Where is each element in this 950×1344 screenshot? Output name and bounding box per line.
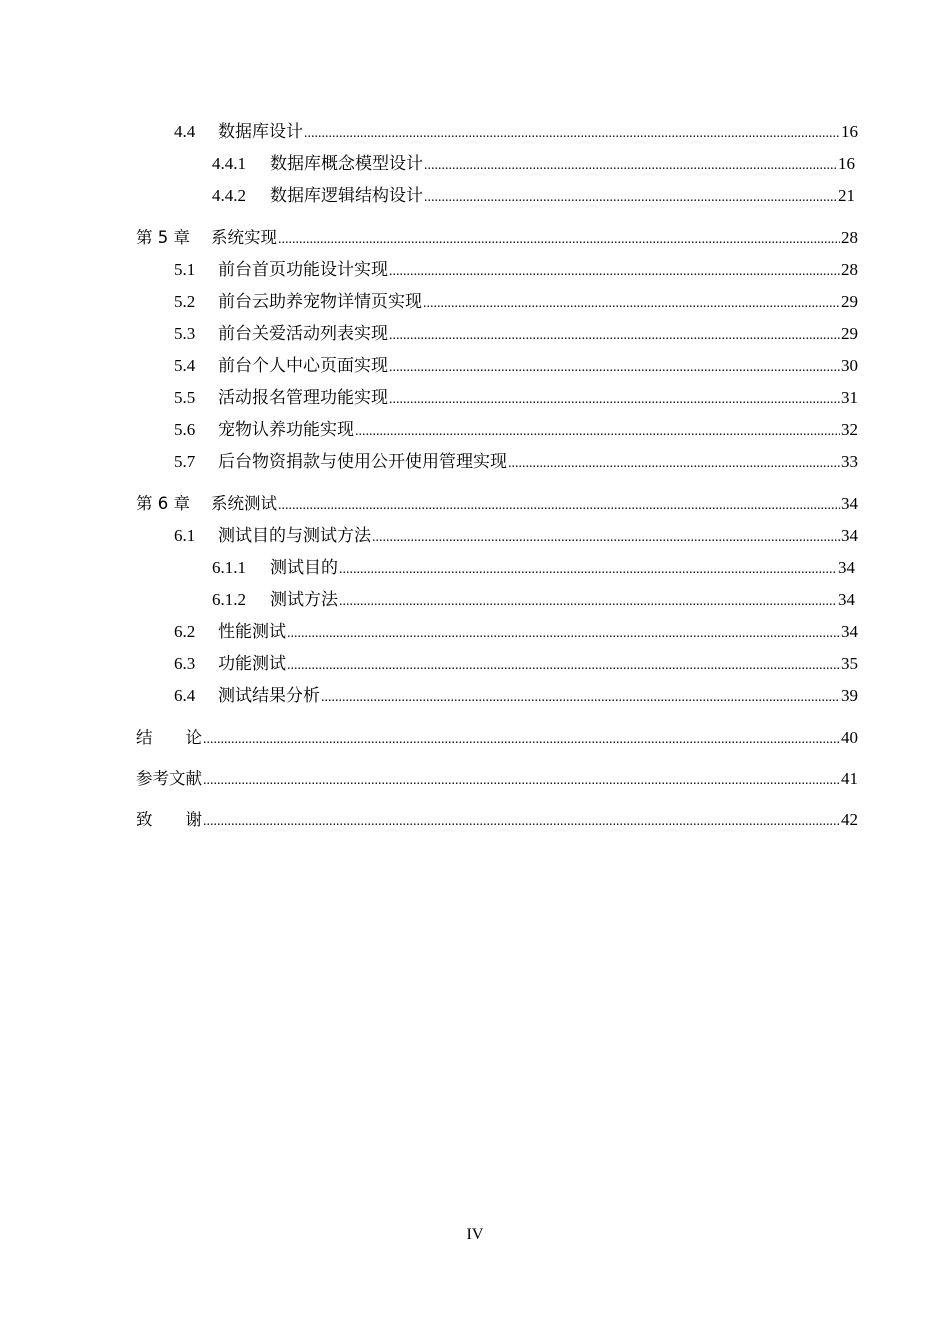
toc-entry-page: 33 xyxy=(841,452,858,471)
toc-entry-title: 测试目的 xyxy=(270,558,338,577)
dot-leader xyxy=(372,522,840,554)
toc-entry[interactable] xyxy=(136,254,858,286)
dot-leader xyxy=(304,118,840,150)
dot-leader xyxy=(278,490,840,522)
toc-entry-page: 34 xyxy=(838,558,855,577)
toc-entry-page: 29 xyxy=(841,324,858,343)
dot-leader xyxy=(389,320,840,352)
toc-entry-number: 5.5 xyxy=(174,388,196,407)
toc-entry[interactable] xyxy=(136,382,858,414)
toc-entry[interactable] xyxy=(136,286,858,318)
dot-leader xyxy=(508,448,840,480)
toc-conclusion-entry[interactable] xyxy=(136,722,858,754)
page-number: IV xyxy=(466,1226,484,1243)
toc-entry-number: 4.4.2 xyxy=(212,186,246,205)
toc-entry-number: 6.4 xyxy=(174,686,196,705)
toc-entry-title: 结 论 xyxy=(136,728,202,747)
toc-entry-page: 40 xyxy=(841,728,858,747)
toc-entry-page: 30 xyxy=(841,356,858,375)
dot-leader xyxy=(339,554,837,586)
toc-entry-title: 性能测试 xyxy=(218,622,286,641)
toc-entry[interactable] xyxy=(136,680,858,712)
toc-entry[interactable] xyxy=(136,414,858,446)
table-of-contents xyxy=(136,116,858,836)
toc-entry-number: 6.3 xyxy=(174,654,196,673)
toc-entry-number: 5.2 xyxy=(174,292,196,311)
toc-entry-title: 测试方法 xyxy=(270,590,338,609)
toc-chapter-entry[interactable] xyxy=(136,488,858,520)
dot-leader xyxy=(389,384,840,416)
toc-entry-page: 39 xyxy=(841,686,858,705)
toc-entry-number: 4.4 xyxy=(174,122,196,141)
toc-entry-number: 5.6 xyxy=(174,420,196,439)
dot-leader xyxy=(389,352,840,384)
dot-leader xyxy=(203,806,840,838)
toc-entry-page: 21 xyxy=(838,186,855,205)
toc-entry-number: 4.4.1 xyxy=(212,154,246,173)
dot-leader xyxy=(424,182,837,214)
dot-leader xyxy=(339,586,837,618)
dot-leader xyxy=(287,618,840,650)
toc-entry[interactable] xyxy=(136,520,858,552)
toc-entry-number: 6.1.2 xyxy=(212,590,246,609)
toc-entry-page: 41 xyxy=(841,769,858,788)
toc-entry[interactable] xyxy=(136,648,858,680)
toc-entry-title: 数据库逻辑结构设计 xyxy=(270,186,423,205)
toc-entry[interactable] xyxy=(136,318,858,350)
toc-entry-page: 34 xyxy=(841,526,858,545)
toc-entry-number: 6.1.1 xyxy=(212,558,246,577)
toc-chapter-number: 第 5 章 xyxy=(136,228,190,247)
toc-chapter-title: 系统测试 xyxy=(211,494,277,513)
toc-entry[interactable] xyxy=(136,616,858,648)
toc-acknowledgements-entry[interactable] xyxy=(136,804,858,836)
toc-entry[interactable] xyxy=(136,116,858,148)
toc-chapter-entry[interactable] xyxy=(136,222,858,254)
toc-entry-page: 42 xyxy=(841,810,858,829)
toc-entry-page: 28 xyxy=(841,228,858,247)
toc-entry-page: 28 xyxy=(841,260,858,279)
toc-chapter-title: 系统实现 xyxy=(211,228,277,247)
toc-entry-page: 35 xyxy=(841,654,858,673)
dot-leader xyxy=(424,150,837,182)
toc-entry-title: 前台个人中心页面实现 xyxy=(218,356,388,375)
toc-entry-title: 活动报名管理功能实现 xyxy=(218,388,388,407)
toc-entry-number: 5.7 xyxy=(174,452,196,471)
toc-entry-title: 数据库设计 xyxy=(218,122,303,141)
toc-entry-number: 5.1 xyxy=(174,260,196,279)
toc-entry-number: 5.4 xyxy=(174,356,196,375)
toc-entry-title: 参考文献 xyxy=(136,769,202,788)
toc-entry[interactable] xyxy=(136,584,858,616)
dot-leader xyxy=(203,724,840,756)
toc-entry-title: 前台云助养宠物详情页实现 xyxy=(218,292,422,311)
toc-entry[interactable] xyxy=(136,350,858,382)
toc-entry-title: 前台关爱活动列表实现 xyxy=(218,324,388,343)
dot-leader xyxy=(203,765,840,797)
toc-entry-title: 测试结果分析 xyxy=(218,686,320,705)
dot-leader xyxy=(423,288,840,320)
toc-entry[interactable] xyxy=(136,148,858,180)
toc-entry-title: 致 谢 xyxy=(136,810,202,829)
toc-references-entry[interactable] xyxy=(136,763,858,795)
toc-entry-number: 5.3 xyxy=(174,324,196,343)
toc-entry-page: 34 xyxy=(841,494,858,513)
dot-leader xyxy=(287,650,840,682)
toc-entry-title: 功能测试 xyxy=(218,654,286,673)
toc-entry-title: 数据库概念模型设计 xyxy=(270,154,423,173)
dot-leader xyxy=(321,682,840,714)
toc-entry-number: 6.1 xyxy=(174,526,196,545)
toc-entry-page: 31 xyxy=(841,388,858,407)
toc-entry[interactable] xyxy=(136,552,858,584)
toc-entry-page: 34 xyxy=(841,622,858,641)
toc-entry-title: 前台首页功能设计实现 xyxy=(218,260,388,279)
toc-entry-title: 测试目的与测试方法 xyxy=(218,526,371,545)
toc-chapter-number: 第 6 章 xyxy=(136,494,190,513)
toc-entry-title: 后台物资捐款与使用公开使用管理实现 xyxy=(218,452,507,471)
toc-entry[interactable] xyxy=(136,180,858,212)
dot-leader xyxy=(389,256,840,288)
toc-entry-page: 29 xyxy=(841,292,858,311)
toc-entry-title: 宠物认养功能实现 xyxy=(218,420,354,439)
toc-entry-number: 6.2 xyxy=(174,622,196,641)
toc-entry-page: 16 xyxy=(841,122,858,141)
dot-leader xyxy=(278,224,840,256)
toc-entry-page: 16 xyxy=(838,154,855,173)
toc-entry-page: 34 xyxy=(838,590,855,609)
toc-entry-page: 32 xyxy=(841,420,858,439)
toc-entry[interactable] xyxy=(136,446,858,478)
dot-leader xyxy=(355,416,840,448)
